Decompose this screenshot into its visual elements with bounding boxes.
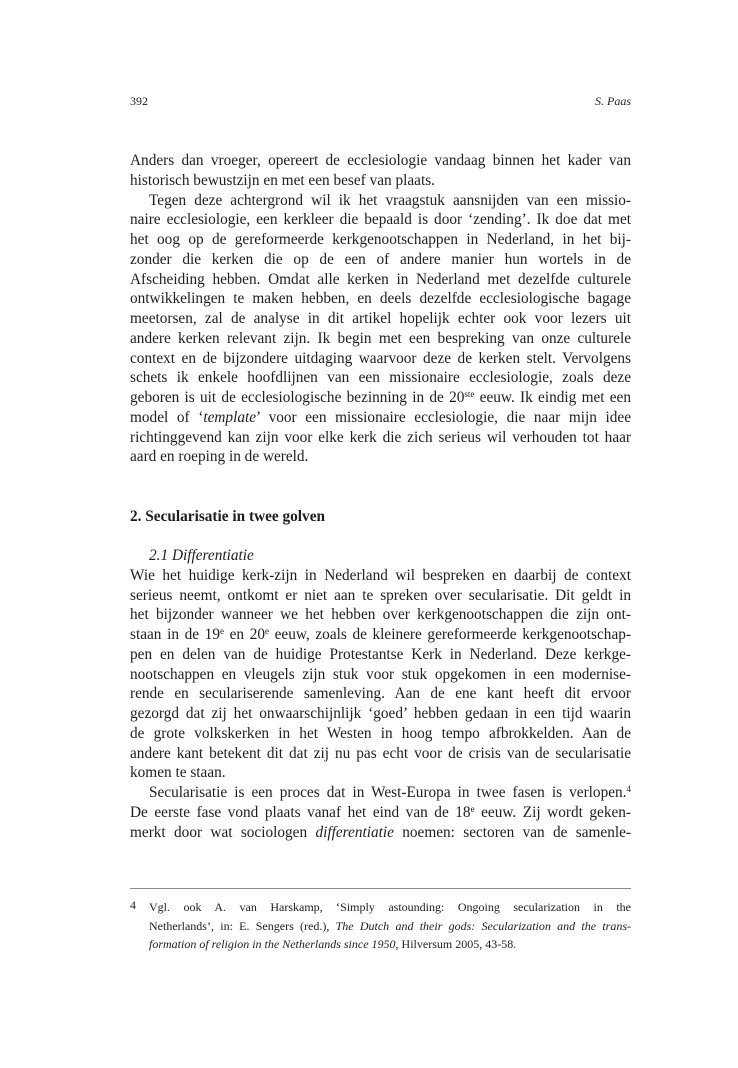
footnote-line: Vgl. ook A. van Harskamp, ‘Simply astounding: Ongoing secularization in the	[149, 900, 631, 914]
running-head-author: S. Paas	[595, 94, 631, 108]
paragraph-1-line: Anders dan vroeger, opereert de ecclesiologie vandaag binnen het kader van	[130, 152, 631, 169]
paragraph-3-line: komen te staan.	[130, 764, 226, 782]
paragraph-4-line: merkt door wat sociologen differentiatie noemen: sectoren van de samenle-	[130, 823, 631, 841]
footnote-line: Netherlands’, in: E. Sengers (red.), The Dutch and their gods: Secularization and the trans-	[149, 918, 631, 933]
paragraph-1-line: historisch bewustzijn en met een besef van plaats.	[130, 171, 435, 189]
body-text	[130, 151, 631, 842]
paragraph-2-line: context en de bijzondere uitdaging waarvoor deze de kerken stelt. Vervolgens	[130, 349, 631, 367]
paragraph-3-line: pen en delen van de huidige Protestantse Kerk in Nederland. Deze kerkge-	[130, 645, 631, 663]
paragraph-2-line: geboren is uit de ecclesiologische bezinning in de 20ste eeuw. Ik eindig met een	[130, 389, 631, 406]
paragraph-2-line: Afscheiding hebben. Omdat alle kerken in Nederland met dezelfde culturele	[130, 270, 631, 288]
paragraph-2-line: Tegen deze achtergrond wil ik het vraagstuk aansnijden van een missio-	[149, 191, 631, 209]
page-number: 392	[130, 94, 148, 108]
paragraph-2-line: aard en roeping in de wereld.	[130, 448, 309, 466]
paragraph-2-line: het oog op de gereformeerde kerkgenootschappen in Nederland, in het bij-	[130, 231, 631, 248]
paragraph-2-line: andere kerken relevant zijn. Ik begin met een bespreking van onze culturele	[130, 329, 631, 347]
italic-differentiatie: differentiatie	[315, 823, 394, 841]
paragraph-3-line: nootschappen en vleugels zijn stuk voor stuk opgekomen in een modernise-	[130, 665, 631, 683]
paragraph-2-line: model of ‘template’ voor een missionaire ecclesiologie, die naar mijn idee	[130, 408, 631, 426]
paragraph-3-line: andere kant betekent dit dat zij nu pas echt voor de crisis van de secularisatie	[130, 744, 631, 762]
footnote-ref[interactable]: 4	[626, 784, 631, 794]
paragraph-3-line: serieus neemt, ontkomt er niet aan te spreken over secularisatie. Dit geldt in	[130, 586, 631, 604]
paragraph-3-line: het bijzonder wanneer we het hebben over kerkgenootschappen die zijn ont-	[130, 606, 631, 624]
paragraph-2-line: schets ik enkele hoofdlijnen van een missionaire ecclesiologie, zoals deze	[130, 369, 631, 387]
running-head	[130, 94, 631, 109]
footnote-number: 4	[130, 898, 136, 912]
paragraph-2-line: ontwikkelingen te maken hebben, en deels dezelfde ecclesiologische bagage	[130, 290, 631, 308]
paragraph-3-line: rende en seculariserende samenleving. Aan de ene kant heeft dit ervoor	[130, 685, 631, 703]
footnote-rule	[130, 888, 631, 889]
superscript-ste: ste	[464, 389, 475, 399]
paragraph-3-line: de grote volkskerken in het Westen in hoog tempo afbrokkelden. Aan de	[130, 724, 631, 742]
italic-template: template	[203, 408, 257, 426]
footnote	[130, 898, 631, 954]
paragraph-4-line: De eerste fase vond plaats vanaf het eind van de 18e eeuw. Zij wordt geken-	[130, 803, 631, 821]
paragraph-3-line: Wie het huidige kerk-zijn in Nederland wil bespreken en daarbij de context	[130, 566, 631, 584]
paragraph-2-line: zonder die kerken die op de een of andere manier hun wortels in de	[130, 250, 631, 268]
paragraph-4-line: Secularisatie is een proces dat in West-Europa in twee fasen is verlopen.$^4$	[149, 784, 631, 801]
subsection-heading: 2.1 Differentiatie	[149, 547, 254, 564]
section-heading: 2. Secularisatie in twee golven	[130, 507, 326, 525]
paragraph-2-line: meetorsen, zal de analyse in dit artikel hopelijk echter ook voor lezers uit	[130, 310, 631, 327]
paragraph-2-line: richtinggevend kan zijn voor elke kerk die zich serieus wil verhouden tot haar	[130, 428, 631, 446]
paragraph-3-line: gezorgd dat zij het onwaarschijnlijk ‘goed’ hebben gedaan in een tijd waarin	[130, 705, 631, 722]
paragraph-2-line: naire ecclesiologie, een kerkleer die bepaald is door ‘zending’. Ik doe dat met	[130, 211, 631, 229]
footnote-line: formation of religion in the Netherlands since 1950, Hilversum 2005, 43-58.	[149, 937, 517, 951]
paragraph-3-line: staan in de 19e en 20e eeuw, zoals de kleinere gereformeerde kerkgenootschap-	[130, 626, 631, 643]
